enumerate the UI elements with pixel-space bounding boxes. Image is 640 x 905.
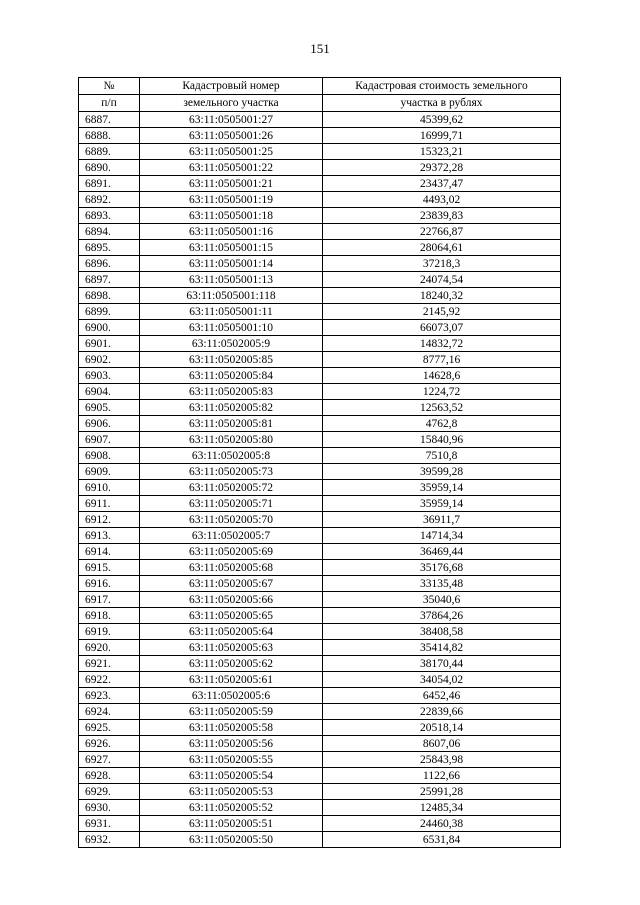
cadastral-number-cell: 63:11:0502005:56 (140, 736, 323, 752)
row-number-cell: 6889. (79, 144, 140, 160)
table-row (79, 240, 561, 256)
row-number-cell: 6930. (79, 800, 140, 816)
row-number-cell: 6891. (79, 176, 140, 192)
table-row (79, 144, 561, 160)
table-row (79, 432, 561, 448)
cadastral-value-cell: 12485,34 (323, 800, 561, 816)
table-row (79, 352, 561, 368)
cadastral-value-cell: 16999,71 (323, 128, 561, 144)
cadastral-number-cell: 63:11:0502005:53 (140, 784, 323, 800)
header-cadastral-value-line1: Кадастровая стоимость земельного (323, 78, 561, 95)
row-number-cell: 6910. (79, 480, 140, 496)
cadastral-value-cell: 24460,38 (323, 816, 561, 832)
row-number-cell: 6932. (79, 832, 140, 848)
cadastral-value-cell: 35959,14 (323, 496, 561, 512)
cadastral-value-table (78, 77, 561, 848)
header-row-number-line2: п/п (79, 95, 140, 112)
table-row (79, 112, 561, 128)
cadastral-number-cell: 63:11:0505001:15 (140, 240, 323, 256)
cadastral-number-cell: 63:11:0505001:22 (140, 160, 323, 176)
cadastral-number-cell: 63:11:0502005:52 (140, 800, 323, 816)
cadastral-number-cell: 63:11:0505001:11 (140, 304, 323, 320)
table-row (79, 400, 561, 416)
cadastral-number-cell: 63:11:0502005:73 (140, 464, 323, 480)
cadastral-number-cell: 63:11:0502005:7 (140, 528, 323, 544)
table-row (79, 560, 561, 576)
cadastral-number-cell: 63:11:0502005:65 (140, 608, 323, 624)
table-row (79, 736, 561, 752)
row-number-cell: 6920. (79, 640, 140, 656)
table-row (79, 208, 561, 224)
table-row (79, 320, 561, 336)
row-number-cell: 6923. (79, 688, 140, 704)
cadastral-number-cell: 63:11:0502005:71 (140, 496, 323, 512)
table-body (79, 112, 561, 848)
cadastral-value-cell: 66073,07 (323, 320, 561, 336)
cadastral-value-cell: 24074,54 (323, 272, 561, 288)
row-number-cell: 6918. (79, 608, 140, 624)
cadastral-value-cell: 22839,66 (323, 704, 561, 720)
cadastral-number-cell: 63:11:0502005:50 (140, 832, 323, 848)
cadastral-value-cell: 39599,28 (323, 464, 561, 480)
cadastral-value-cell: 36469,44 (323, 544, 561, 560)
table-row (79, 304, 561, 320)
cadastral-number-cell: 63:11:0502005:84 (140, 368, 323, 384)
cadastral-value-cell: 35414,82 (323, 640, 561, 656)
table-row (79, 512, 561, 528)
row-number-cell: 6921. (79, 656, 140, 672)
table-row (79, 176, 561, 192)
cadastral-value-cell: 1224,72 (323, 384, 561, 400)
cadastral-value-cell: 12563,52 (323, 400, 561, 416)
cadastral-value-cell: 35959,14 (323, 480, 561, 496)
row-number-cell: 6915. (79, 560, 140, 576)
table-row (79, 816, 561, 832)
cadastral-number-cell: 63:11:0502005:61 (140, 672, 323, 688)
table-row (79, 496, 561, 512)
table-row (79, 288, 561, 304)
row-number-cell: 6926. (79, 736, 140, 752)
page-number: 151 (310, 41, 330, 56)
table-row (79, 416, 561, 432)
cadastral-number-cell: 63:11:0505001:118 (140, 288, 323, 304)
row-number-cell: 6895. (79, 240, 140, 256)
cadastral-value-cell: 20518,14 (323, 720, 561, 736)
table-row (79, 368, 561, 384)
cadastral-value-cell: 8607,06 (323, 736, 561, 752)
cadastral-number-cell: 63:11:0502005:81 (140, 416, 323, 432)
row-number-cell: 6931. (79, 816, 140, 832)
cadastral-value-cell: 22766,87 (323, 224, 561, 240)
table-row (79, 576, 561, 592)
cadastral-value-cell: 6531,84 (323, 832, 561, 848)
cadastral-number-cell: 63:11:0502005:9 (140, 336, 323, 352)
cadastral-value-cell: 8777,16 (323, 352, 561, 368)
cadastral-number-cell: 63:11:0505001:26 (140, 128, 323, 144)
cadastral-value-cell: 34054,02 (323, 672, 561, 688)
cadastral-number-cell: 63:11:0502005:83 (140, 384, 323, 400)
cadastral-number-cell: 63:11:0502005:58 (140, 720, 323, 736)
cadastral-number-cell: 63:11:0505001:10 (140, 320, 323, 336)
table-row (79, 624, 561, 640)
table-row (79, 704, 561, 720)
cadastral-number-cell: 63:11:0502005:85 (140, 352, 323, 368)
cadastral-value-cell: 25843,98 (323, 752, 561, 768)
header-row-2 (79, 95, 561, 112)
table-row (79, 256, 561, 272)
cadastral-value-cell: 35176,68 (323, 560, 561, 576)
cadastral-value-cell: 38170,44 (323, 656, 561, 672)
table-header (79, 78, 561, 112)
row-number-cell: 6893. (79, 208, 140, 224)
row-number-cell: 6904. (79, 384, 140, 400)
cadastral-number-cell: 63:11:0505001:14 (140, 256, 323, 272)
row-number-cell: 6928. (79, 768, 140, 784)
table-row (79, 752, 561, 768)
row-number-cell: 6890. (79, 160, 140, 176)
cadastral-number-cell: 63:11:0502005:6 (140, 688, 323, 704)
table-row (79, 160, 561, 176)
row-number-cell: 6905. (79, 400, 140, 416)
table-row (79, 384, 561, 400)
row-number-cell: 6888. (79, 128, 140, 144)
cadastral-value-cell: 36911,7 (323, 512, 561, 528)
table-row (79, 480, 561, 496)
row-number-cell: 6924. (79, 704, 140, 720)
cadastral-number-cell: 63:11:0502005:54 (140, 768, 323, 784)
table-row (79, 640, 561, 656)
row-number-cell: 6919. (79, 624, 140, 640)
table-row (79, 224, 561, 240)
row-number-cell: 6907. (79, 432, 140, 448)
cadastral-number-cell: 63:11:0502005:63 (140, 640, 323, 656)
row-number-cell: 6912. (79, 512, 140, 528)
header-row-number-line1: № (79, 78, 140, 95)
cadastral-number-cell: 63:11:0505001:21 (140, 176, 323, 192)
table-row (79, 336, 561, 352)
cadastral-number-cell: 63:11:0502005:66 (140, 592, 323, 608)
cadastral-value-cell: 4762,8 (323, 416, 561, 432)
table-row (79, 192, 561, 208)
cadastral-number-cell: 63:11:0502005:8 (140, 448, 323, 464)
row-number-cell: 6929. (79, 784, 140, 800)
row-number-cell: 6925. (79, 720, 140, 736)
cadastral-number-cell: 63:11:0505001:13 (140, 272, 323, 288)
row-number-cell: 6897. (79, 272, 140, 288)
cadastral-value-cell: 37864,26 (323, 608, 561, 624)
table-row (79, 128, 561, 144)
row-number-cell: 6898. (79, 288, 140, 304)
table-row (79, 656, 561, 672)
table-row (79, 672, 561, 688)
cadastral-value-cell: 7510,8 (323, 448, 561, 464)
row-number-cell: 6906. (79, 416, 140, 432)
row-number-cell: 6903. (79, 368, 140, 384)
row-number-cell: 6914. (79, 544, 140, 560)
table-row (79, 272, 561, 288)
cadastral-number-cell: 63:11:0505001:19 (140, 192, 323, 208)
row-number-cell: 6927. (79, 752, 140, 768)
row-number-cell: 6916. (79, 576, 140, 592)
table-row (79, 544, 561, 560)
row-number-cell: 6917. (79, 592, 140, 608)
row-number-cell: 6899. (79, 304, 140, 320)
row-number-cell: 6909. (79, 464, 140, 480)
cadastral-value-cell: 14628,6 (323, 368, 561, 384)
cadastral-value-cell: 28064,61 (323, 240, 561, 256)
header-cadastral-number-line1: Кадастровый номер (140, 78, 323, 95)
table-row (79, 608, 561, 624)
cadastral-value-cell: 6452,46 (323, 688, 561, 704)
cadastral-number-cell: 63:11:0502005:70 (140, 512, 323, 528)
row-number-cell: 6894. (79, 224, 140, 240)
header-row-1 (79, 78, 561, 95)
cadastral-number-cell: 63:11:0502005:64 (140, 624, 323, 640)
table-row (79, 592, 561, 608)
row-number-cell: 6901. (79, 336, 140, 352)
cadastral-number-cell: 63:11:0502005:67 (140, 576, 323, 592)
cadastral-value-cell: 45399,62 (323, 112, 561, 128)
cadastral-number-cell: 63:11:0502005:55 (140, 752, 323, 768)
table-row (79, 800, 561, 816)
cadastral-value-cell: 29372,28 (323, 160, 561, 176)
table-row (79, 768, 561, 784)
cadastral-number-cell: 63:11:0502005:80 (140, 432, 323, 448)
cadastral-number-cell: 63:11:0505001:27 (140, 112, 323, 128)
cadastral-number-cell: 63:11:0502005:62 (140, 656, 323, 672)
row-number-cell: 6902. (79, 352, 140, 368)
row-number-cell: 6892. (79, 192, 140, 208)
header-cadastral-number-line2: земельного участка (140, 95, 323, 112)
table-row (79, 464, 561, 480)
table-row (79, 832, 561, 848)
cadastral-number-cell: 63:11:0502005:82 (140, 400, 323, 416)
cadastral-number-cell: 63:11:0502005:51 (140, 816, 323, 832)
cadastral-value-cell: 37218,3 (323, 256, 561, 272)
cadastral-number-cell: 63:11:0505001:16 (140, 224, 323, 240)
table-row (79, 688, 561, 704)
cadastral-number-cell: 63:11:0502005:72 (140, 480, 323, 496)
cadastral-number-cell: 63:11:0505001:18 (140, 208, 323, 224)
table-row (79, 720, 561, 736)
row-number-cell: 6887. (79, 112, 140, 128)
table-row (79, 448, 561, 464)
cadastral-number-cell: 63:11:0505001:25 (140, 144, 323, 160)
cadastral-number-cell: 63:11:0502005:59 (140, 704, 323, 720)
cadastral-value-cell: 15323,21 (323, 144, 561, 160)
cadastral-value-cell: 1122,66 (323, 768, 561, 784)
row-number-cell: 6913. (79, 528, 140, 544)
header-cadastral-value-line2: участка в рублях (323, 95, 561, 112)
table-row (79, 784, 561, 800)
row-number-cell: 6922. (79, 672, 140, 688)
row-number-cell: 6911. (79, 496, 140, 512)
row-number-cell: 6900. (79, 320, 140, 336)
cadastral-number-cell: 63:11:0502005:68 (140, 560, 323, 576)
row-number-cell: 6908. (79, 448, 140, 464)
cadastral-value-cell: 4493,02 (323, 192, 561, 208)
cadastral-value-cell: 2145,92 (323, 304, 561, 320)
cadastral-value-cell: 38408,58 (323, 624, 561, 640)
cadastral-value-cell: 15840,96 (323, 432, 561, 448)
cadastral-value-cell: 14714,34 (323, 528, 561, 544)
cadastral-value-cell: 14832,72 (323, 336, 561, 352)
cadastral-value-cell: 25991,28 (323, 784, 561, 800)
cadastral-value-cell: 18240,32 (323, 288, 561, 304)
table-row (79, 528, 561, 544)
cadastral-value-cell: 23839,83 (323, 208, 561, 224)
cadastral-number-cell: 63:11:0502005:69 (140, 544, 323, 560)
cadastral-value-cell: 23437,47 (323, 176, 561, 192)
cadastral-value-cell: 33135,48 (323, 576, 561, 592)
row-number-cell: 6896. (79, 256, 140, 272)
cadastral-value-cell: 35040,6 (323, 592, 561, 608)
